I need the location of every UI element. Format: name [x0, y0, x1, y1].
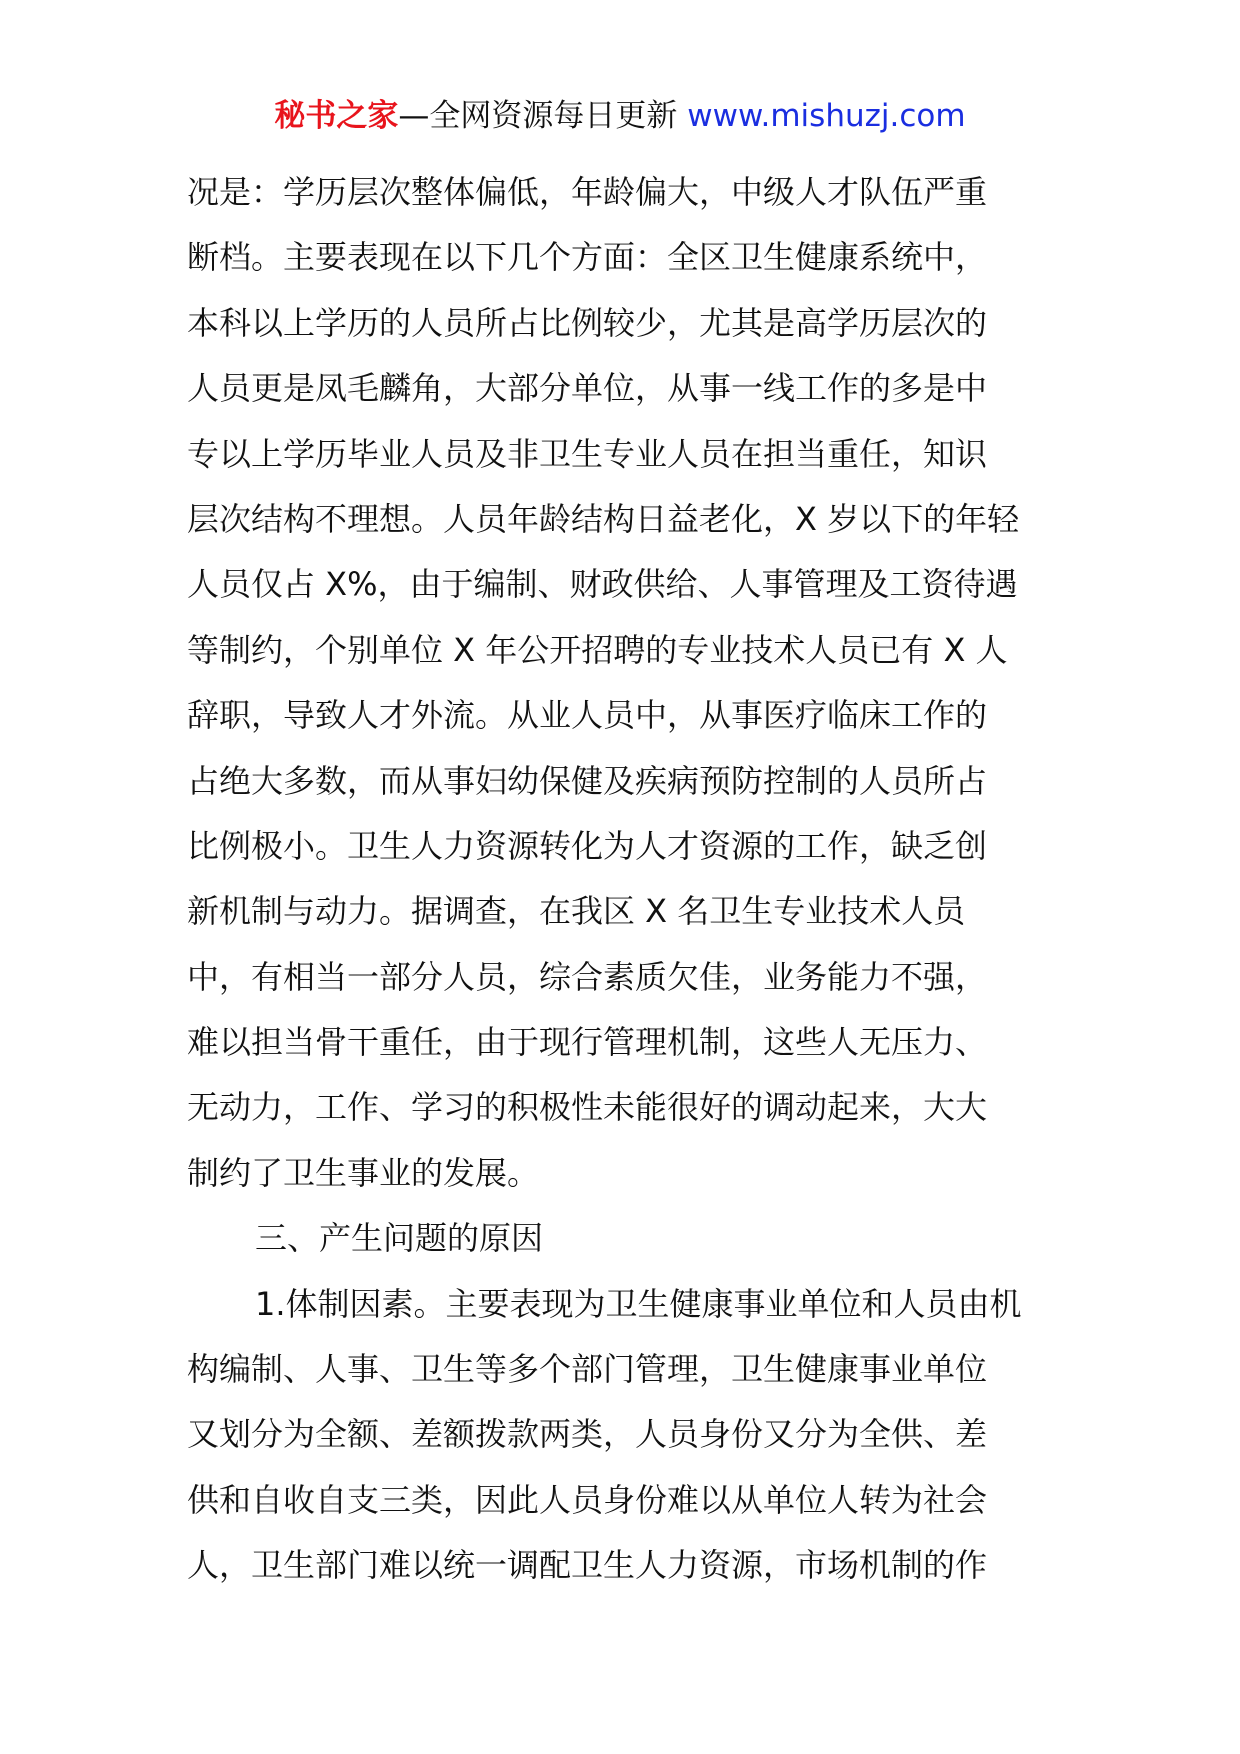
text-line: 中，有相当一部分人员，综合素质欠佳，业务能力不强，	[187, 957, 988, 996]
text-line: 构编制、人事、卫生等多个部门管理，卫生健康事业单位	[187, 1350, 988, 1389]
text-line: 况是：学历层次整体偏低，年龄偏大，中级人才队伍严重	[187, 173, 988, 211]
text-line: 又划分为全额、差额拨款两类，人员身份又分为全供、差	[187, 1415, 988, 1454]
text-line: 层次结构不理想。人员年龄结构日益老化，X 岁以下的年轻	[187, 499, 1020, 538]
text-line: 难以担当骨干重任，由于现行管理机制，这些人无压力、	[187, 1023, 988, 1062]
text-line: 占绝大多数，而从事妇幼保健及疾病预防控制的人员所占	[187, 761, 988, 800]
text-line: 人，卫生部门难以统一调配卫生人力资源，市场机制的作	[187, 1546, 988, 1585]
document-body	[187, 160, 1067, 1599]
text-line: 人员仅占 X%，由于编制、财政供给、人事管理及工资待遇	[187, 565, 1018, 604]
text-line: 断档。主要表现在以下几个方面：全区卫生健康系统中，	[187, 238, 988, 277]
site-url: www.mishuzj.com	[687, 98, 966, 134]
text-line: 无动力，工作、学习的积极性未能很好的调动起来，大大	[187, 1088, 988, 1127]
text-line: 新机制与动力。据调查，在我区 X 名卫生专业技术人员	[187, 892, 966, 931]
site-slogan: —全网资源每日更新	[398, 98, 688, 134]
paragraph-start-line: 1.体制因素。主要表现为卫生健康事业单位和人员由机	[255, 1284, 1022, 1323]
site-watermark-header	[0, 96, 1240, 136]
text-line: 专以上学历毕业人员及非卫生专业人员在担当重任，知识	[187, 434, 988, 473]
text-line: 比例极小。卫生人力资源转化为人才资源的工作，缺乏创	[187, 826, 988, 865]
text-line: 辞职，导致人才外流。从业人员中，从事医疗临床工作的	[187, 696, 988, 735]
brand-name: 秘书之家	[274, 98, 399, 134]
text-line: 本科以上学历的人员所占比例较少，尤其是高学历层次的	[187, 303, 988, 342]
text-line: 等制约，个别单位 X 年公开招聘的专业技术人员已有 X 人	[187, 630, 1008, 669]
text-line: 供和自收自支三类，因此人员身份难以从单位人转为社会	[187, 1480, 988, 1519]
text-line: 人员更是凤毛麟角，大部分单位，从事一线工作的多是中	[187, 369, 988, 408]
text-line: 制约了卫生事业的发展。	[187, 1153, 540, 1192]
section-heading: 三、产生问题的原因	[255, 1219, 544, 1258]
